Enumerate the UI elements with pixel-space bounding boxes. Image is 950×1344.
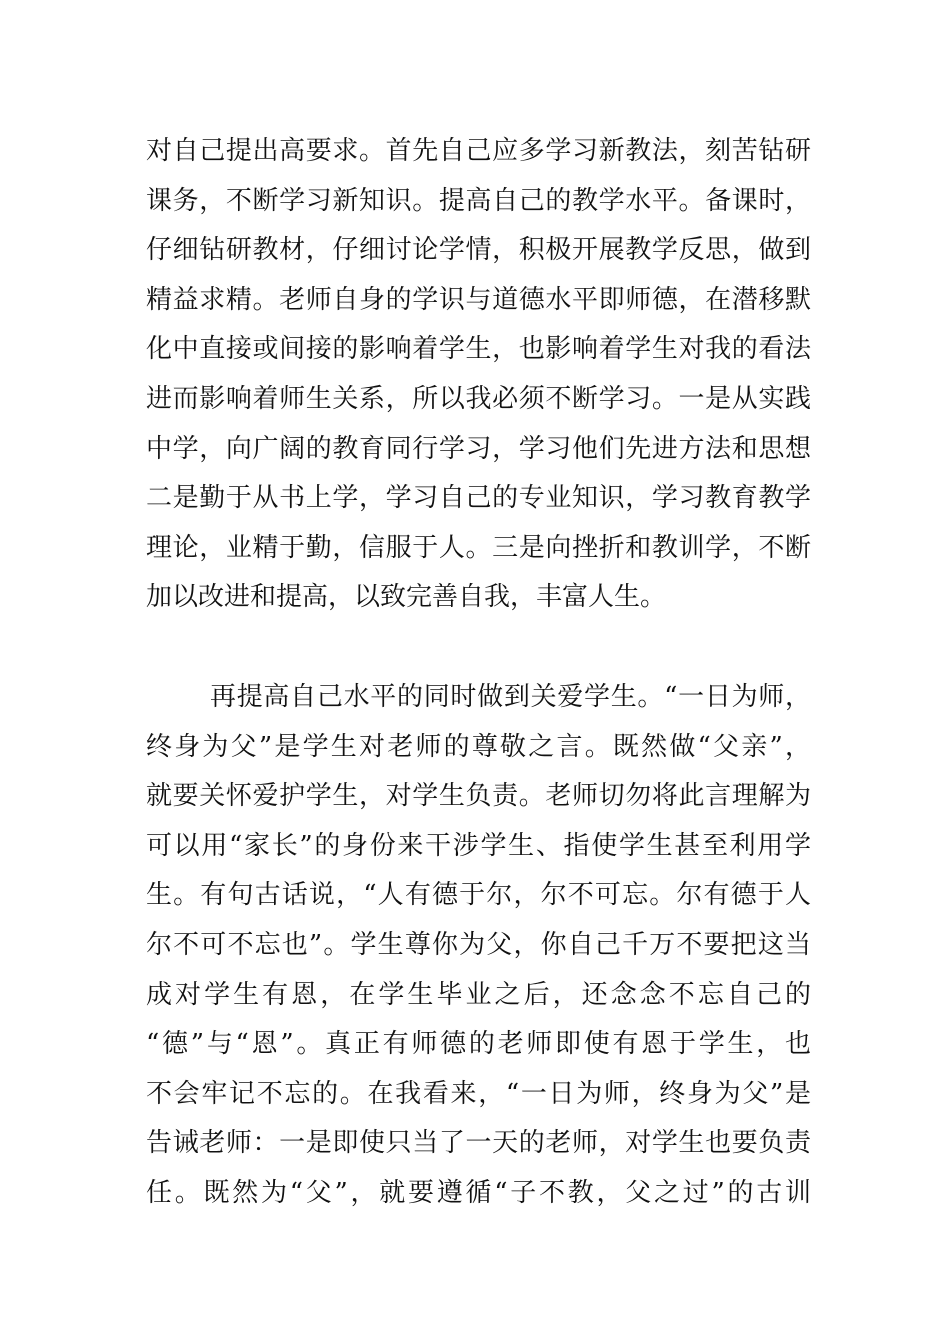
paragraph-line: 任。既然为“父”，就要遵循“子不教，父之过”的古训 <box>146 1177 811 1208</box>
paragraph-line: 再提高自己水平的同时做到关爱学生。“一日为师， <box>210 682 811 712</box>
paragraph-line: 就要关怀爱护学生，对学生负责。老师切勿将此言理解为 <box>146 781 811 812</box>
paragraph-line: 生。有句古话说，“人有德于尔，尔不可忘。尔有德于人 <box>146 880 811 911</box>
paragraph-line: 不会牢记不忘的。在我看来，“一日为师，终身为父”是 <box>146 1078 811 1109</box>
paragraph-line: “德”与“恩”。真正有师德的老师即使有恩于学生，也 <box>146 1029 811 1060</box>
paragraph-line: 二是勤于从书上学，学习自己的专业知识，学习教育教学 <box>146 483 811 514</box>
paragraph-line: 终身为父”是学生对老师的尊敬之言。既然做“父亲”， <box>146 731 811 762</box>
paragraph-line: 成对学生有恩，在学生毕业之后，还念念不忘自己的 <box>146 979 811 1010</box>
paragraph-line: 对自己提出高要求。首先自己应多学习新教法，刻苦钻研 <box>146 136 811 166</box>
paragraph-line: 尔不可不忘也”。学生尊你为父，你自己千万不要把这当 <box>146 929 811 960</box>
paragraph-line: 告诫老师：一是即使只当了一天的老师，对学生也要负责 <box>146 1128 811 1159</box>
paragraph-line: 化中直接或间接的影响着学生，也影响着学生对我的看法 <box>146 334 811 365</box>
paragraph-line: 加以改进和提高，以致完善自我，丰富人生。 <box>146 582 667 613</box>
paragraph-2 <box>146 673 811 1219</box>
paragraph-line: 理论，业精于勤，信服于人。三是向挫折和教训学，不断 <box>146 532 811 563</box>
paragraph-line: 精益求精。老师自身的学识与道德水平即师德，在潜移默 <box>146 284 811 315</box>
paragraph-line: 进而影响着师生关系，所以我必须不断学习。一是从实践 <box>146 383 811 414</box>
paragraph-line: 可以用“家长”的身份来干涉学生、指使学生甚至利用学 <box>146 830 811 861</box>
paragraph-line: 仔细钻研教材，仔细讨论学情，积极开展教学反思，做到 <box>146 235 811 266</box>
paragraph-1 <box>146 127 811 623</box>
paragraph-line: 课务，不断学习新知识。提高自己的教学水平。备课时， <box>146 185 811 216</box>
paragraph-line: 中学，向广阔的教育同行学习，学习他们先进方法和思想 <box>146 433 811 464</box>
